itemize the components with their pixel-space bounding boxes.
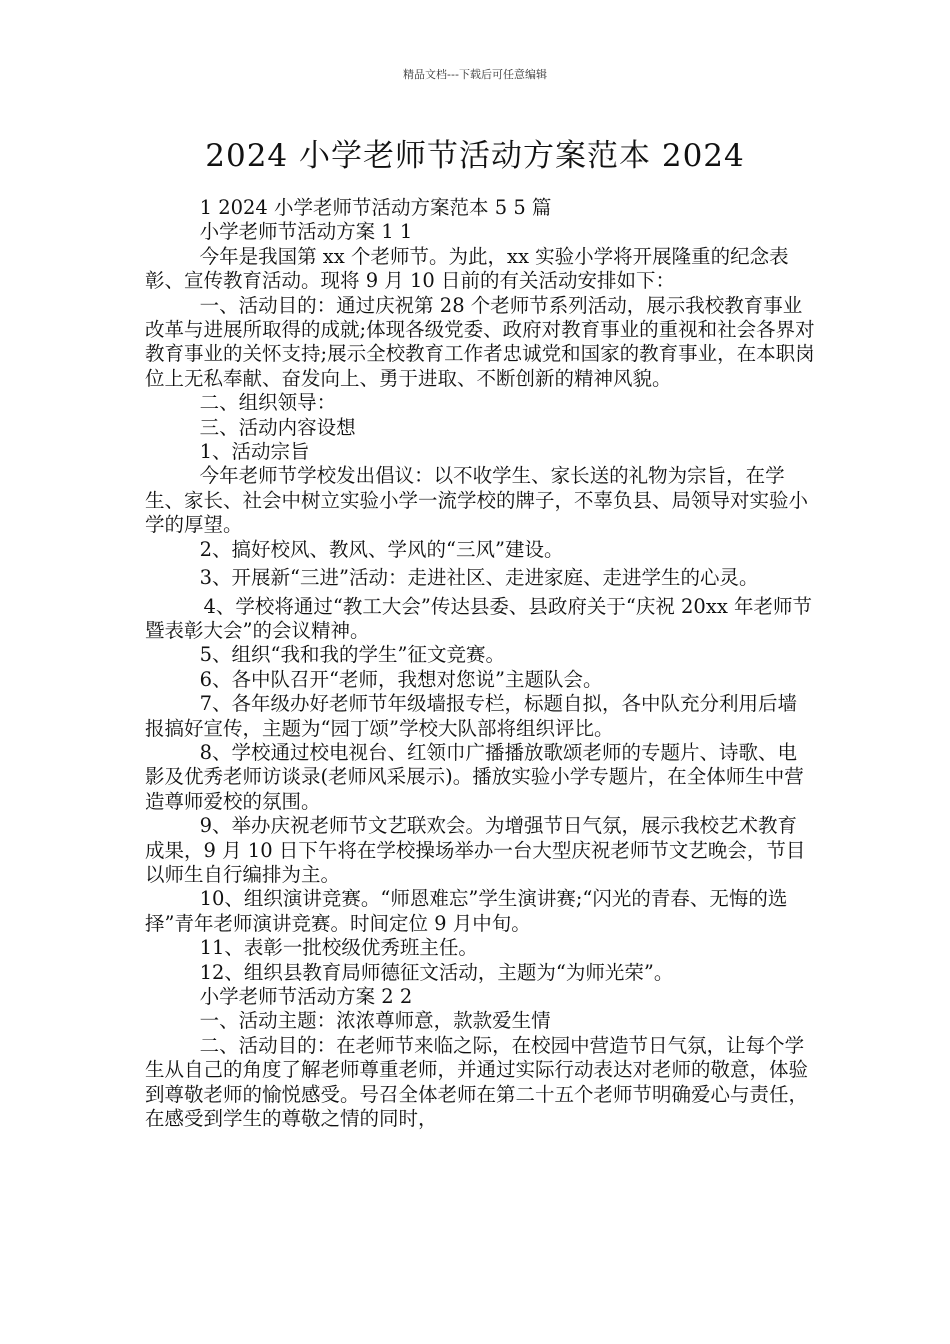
paragraph: 三、活动内容设想	[199, 415, 356, 439]
paragraph: 10、组织演讲竞赛。“师恩难忘”学生演讲赛;“闪光的青春、无悔的选择”青年老师演讲竞赛。时间定位 9 月中旬。	[145, 887, 788, 935]
paragraph: 7、各年级办好老师节年级墙报专栏，标题自拟，各中队充分利用后墙报搞好宣传，主题为“园丁颂”学校大队部将组织评比。	[145, 692, 798, 740]
paragraph: 9、举办庆祝老师节文艺联欢会。为增强节日气氛，展示我校艺术教育成果，9 月 10 日下午将在学校操场举办一台大型庆祝老师节文艺晚会，节目以师生自行编排为主。	[145, 814, 806, 886]
document-body	[145, 196, 815, 1131]
paragraph: 1 2024 小学老师节活动方案范本 5 5 篇	[199, 196, 552, 219]
paragraph: 1、活动宗旨	[199, 440, 310, 464]
paragraph: 2、搞好校风、教风、学风的“三风”建设。	[199, 537, 564, 561]
section-heading: 小学老师节活动方案 2 2	[199, 985, 413, 1008]
paragraph: 4、学校将通过“教工大会”传达县委、县政府关于“庆祝 20xx 年老师节暨表彰大会”的会议精神。	[145, 594, 813, 642]
paragraph: 一、活动目的：通过庆祝第 28 个老师节系列活动，展示我校教育事业改革与进展所取得的成就;体现各级党委、政府对教育事业的重视和社会各界对教育事业的关怀支持;展示全校教育工作者忠诚党和国家的教育事业，在本职岗位上无私奉献、奋发向上、勇于进取、不断创新的精神风貌。	[145, 293, 815, 390]
paragraph: 今年老师节学校发出倡议：以不收学生、家长送的礼物为宗旨，在学生、家长、社会中树立实验小学一流学校的牌子，不辜负县、局领导对实验小学的厚望。	[145, 464, 809, 537]
paragraph: 二、活动目的：在老师节来临之际，在校园中营造节日气氛，让每个学生从自己的角度了解老师尊重老师，并通过实际行动表达对老师的敬意，体验到尊敬老师的愉悦感受。号召全体老师在第二十五个老师节明确爱心与责任，在感受到学生的尊敬之情的同时，	[145, 1033, 809, 1131]
section-heading: 小学老师节活动方案 1 1	[199, 220, 413, 244]
paragraph: 5、组织“我和我的学生”征文竞赛。	[199, 643, 505, 667]
paragraph: 3、开展新“三进”活动：走进社区、走进家庭、走进学生的心灵。	[199, 566, 759, 590]
paragraph: 11、表彰一批校级优秀班主任。	[199, 936, 478, 960]
paragraph: 8、学校通过校电视台、红领巾广播播放歌颂老师的专题片、诗歌、电影及优秀老师访谈录(老师风采展示)。播放实验小学专题片，在全体师生中营造尊师爱校的氛围。	[145, 740, 804, 813]
header-note: 精品文档---下载后可任意编辑	[403, 68, 547, 81]
paragraph: 一、活动主题：浓浓尊师意，款款爱生情	[199, 1009, 551, 1033]
document-title: 2024 小学老师节活动方案范本 2024	[205, 138, 745, 174]
paragraph: 12、组织县教育局师德征文活动，主题为“为师光荣”。	[199, 960, 674, 984]
paragraph: 6、各中队召开“老师，我想对您说”主题队会。	[199, 667, 603, 691]
paragraph: 二、组织领导：	[199, 391, 337, 415]
paragraph: 今年是我国第 xx 个老师节。为此，xx 实验小学将开展隆重的纪念表彰、宣传教育活动。现将 9 月 10 日前的有关活动安排如下：	[145, 244, 789, 293]
